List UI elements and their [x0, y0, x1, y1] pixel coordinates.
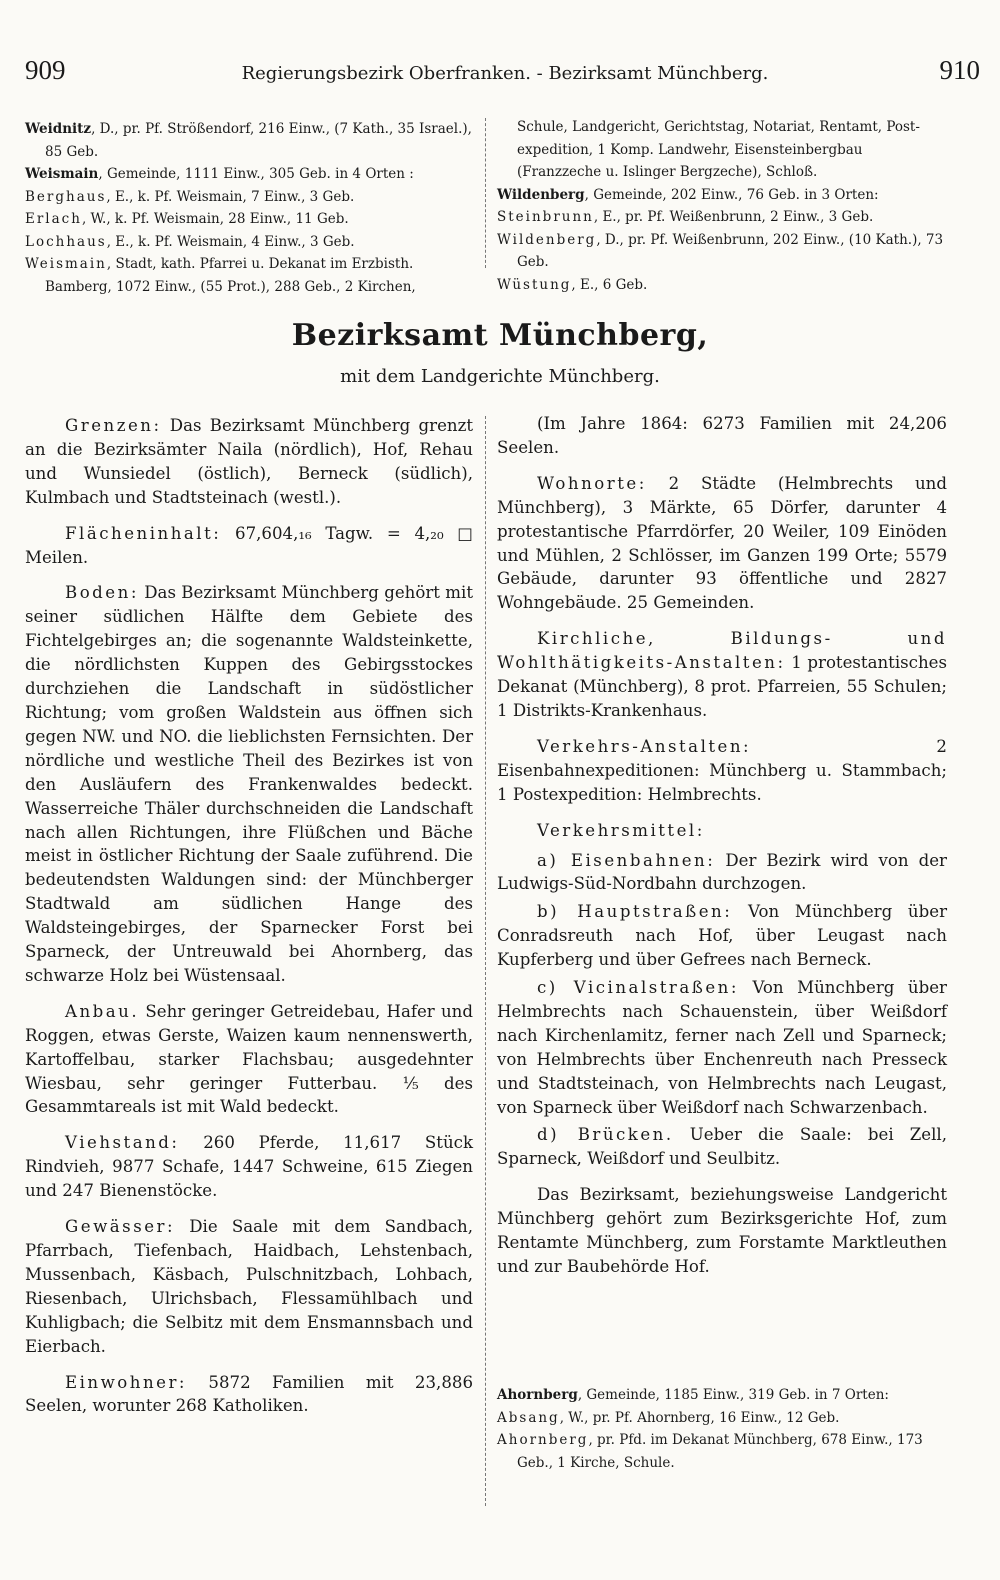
- entry: Wüstung, E., 6 Geb.: [497, 276, 648, 293]
- entry: Erlach, W., k. Pf. Weismain, 28 Einw., 11 Geb.: [25, 211, 349, 227]
- verkehrsmittel-item: d) Brücken. Ueber die Saale: bei Zell, Sparneck, Weißdorf und Seulbitz.: [497, 1125, 947, 1169]
- entry: Ahornberg, Gemeinde, 1185 Einw., 319 Geb. in 7 Orten:: [497, 1387, 889, 1403]
- paragraph: (Im Jahre 1864: 6273 Familien mit 24,206 Seelen.: [497, 414, 947, 457]
- top-right-entries: [497, 116, 947, 296]
- paragraph: Einwohner: 5872 Familien mit 23,886 Seelen, worunter 268 Katholiken.: [25, 1372, 473, 1416]
- paragraph: Grenzen: Das Bezirksamt Münchberg grenzt an die Bezirksämter Naila (nördlich), Hof, Rehau und Wunsiedel (östlich), Berneck (südlich), Kulmbach und Stadtsteinach (westl.).: [25, 416, 473, 507]
- entry: Absang, W., pr. Pf. Ahornberg, 16 Einw., 12 Geb.: [497, 1409, 840, 1426]
- paragraph: Gewässer: Die Saale mit dem Sandbach, Pfarrbach, Tiefenbach, Haidbach, Lehstenbach, Mussenbach, Käsbach, Pulschnitzbach, Lohbach, Riesenbach, Ulrichsbach, Flessamühlbach und Kuhligbach; die Selbitz mit dem Ensmannsbach und Eierbach.: [25, 1217, 473, 1356]
- verkehrsmittel-item: a) Eisenbahnen: Der Bezirk wird von der Ludwigs-Süd-Nordbahn durchzogen.: [497, 850, 947, 894]
- verkehrsmittel-item: c) Vicinalstraßen: Von Münchberg über Helmbrechts nach Schauenstein, über Weißdorf nach Kirchenlamitz, ferner nach Zell und Sparneck; von Helmbrechts über Enchenreuth nach Presseck und Stadtsteinach, von Helmbrechts nach Leugast, von Sparneck über Weißdorf nach Schwarzenbach.: [497, 978, 947, 1117]
- column-divider-main: [485, 416, 486, 1506]
- paragraph: Viehstand: 260 Pferde, 11,617 Stück Rindvieh, 9877 Schafe, 1447 Schweine, 615 Ziegen und 247 Bienenstöcke.: [25, 1133, 473, 1201]
- paragraph: Kirchliche, Bildungs- und Wohlthätigkeits-Anstalten: 1 protestantisches Dekanat (Münchberg), 8 prot. Pfarreien, 55 Schulen; 1 Distrikts-Krankenhaus.: [497, 629, 947, 720]
- paragraph: Flächeninhalt: 67,604,₁₆ Tagw. = 4,₂₀ □ Meilen.: [25, 523, 473, 567]
- entry: Berghaus, E., k. Pf. Weismain, 7 Einw., 3 Geb.: [25, 188, 355, 205]
- entry: Steinbrunn, E., pr. Pf. Weißenbrunn, 2 Einw., 3 Geb.: [497, 209, 874, 225]
- entry: Wildenberg, D., pr. Pf. Weißenbrunn, 202 Einw., (10 Kath.), 73 Geb.: [497, 231, 944, 270]
- section-title: Bezirksamt Münchberg,: [291, 318, 709, 353]
- verkehrsmittel-item: b) Hauptstraßen: Von Münchberg über Conradsreuth nach Hof, über Leugast nach Kupferberg und über Gefrees nach Berneck.: [497, 902, 947, 970]
- paragraph: Boden: Das Bezirksamt Münchberg gehört mit seiner südlichen Hälfte dem Gebiete des Fichtelgebirges an; die sogenannte Waldsteinkette, die nördlichsten Kuppen des Gebirgsstockes durchziehen die Landschaft in südöstlicher Richtung; vom großen Waldstein aus öffnen sich gegen NW. und NO. die lieblichsten Fernsichten. Der nördliche und westliche Theil des Bezirkes ist von den Ausläufern des Frankenwaldes bedeckt. Wasserreiche Thäler durchschneiden die Landschaft nach allen Richtungen, ihre Flüßchen und Bäche meist in östlicher Richtung der Saale zuführend. Die bedeutendsten Waldungen sind: der Münchberger Stadtwald am südlichen Hange des Waldsteingebirges, der Sparnecker Forst bei Sparneck, der Untreuwald bei Ahornberg, das schwarze Holz bei Wüstensaal.: [25, 583, 473, 985]
- entry: Weismain, Stadt, kath. Pfarrei u. Dekanat im Erzbisth. Bamberg, 1072 Einw., (55 Prot.), 288 Geb., 2 Kirchen,: [25, 256, 416, 295]
- main-right-column: [497, 412, 947, 1291]
- column-divider-top: [485, 118, 486, 268]
- main-left-column: [25, 414, 473, 1430]
- entry: Lochhaus, E., k. Pf. Weismain, 4 Einw., 3 Geb.: [25, 233, 355, 250]
- page-number-left: 909: [25, 55, 66, 85]
- verkehrsmittel-heading: Verkehrsmittel:: [537, 820, 705, 840]
- running-title: Regierungsbezirk Oberfranken. - Bezirksamt Münchberg.: [241, 63, 769, 84]
- top-left-entries: [25, 118, 473, 298]
- paragraph: Verkehrs-Anstalten: 2 Eisenbahnexpeditionen: Münchberg u. Stammbach; 1 Postexpedition: Helmbrechts.: [497, 736, 947, 804]
- paragraph: Anbau. Sehr geringer Getreidebau, Hafer und Roggen, etwas Gerste, Waizen kaum nennenswerth, Kartoffelbau, starker Flachsbau; ausgedehnter Wiesbau, sehr geringer Futterbau. ⅕ des Gesammtareals ist mit Wald bedeckt.: [25, 1001, 473, 1117]
- paragraph: Wohnorte: 2 Städte (Helmbrechts und Münchberg), 3 Märkte, 65 Dörfer, darunter 4 protestantische Pfarrdörfer, 20 Weiler, 109 Einöden und Mühlen, 2 Schlösser, im Ganzen 199 Orte; 5579 Gebäude, darunter 93 öffentliche und 2827 Wohngebäude. 25 Gemeinden.: [497, 473, 947, 613]
- entry: Weidnitz, D., pr. Pf. Strößendorf, 216 Einw., (7 Kath., 35 Israel.), 85 Geb.: [25, 121, 472, 160]
- closing-paragraph: Das Bezirksamt, beziehungsweise Landgericht Münchberg gehört zum Bezirksgerichte Hof, zum Rentamte Münchberg, zum Forstamte Marktleuthen und zur Baubehörde Hof.: [497, 1185, 947, 1276]
- entry: Ahornberg, pr. Pfd. im Dekanat Münchberg, 678 Einw., 173 Geb., 1 Kirche, Schule.: [497, 1432, 923, 1471]
- page-header: [25, 55, 980, 95]
- bottom-right-entries: [497, 1384, 947, 1474]
- entry: Wildenberg, Gemeinde, 202 Einw., 76 Geb. in 3 Orten:: [497, 186, 879, 203]
- entry: Weismain, Gemeinde, 1111 Einw., 305 Geb. in 4 Orten :: [25, 166, 414, 182]
- entry: Schule, Landgericht, Gerichtstag, Notariat, Rentamt, Post-expedition, 1 Komp. Landwehr, Eisensteinbergbau (Franzzeche u. Islinger Bergzeche), Schloß.: [517, 119, 920, 180]
- page-number-right: 910: [939, 55, 980, 85]
- section-subtitle: mit dem Landgerichte Münchberg.: [340, 366, 660, 387]
